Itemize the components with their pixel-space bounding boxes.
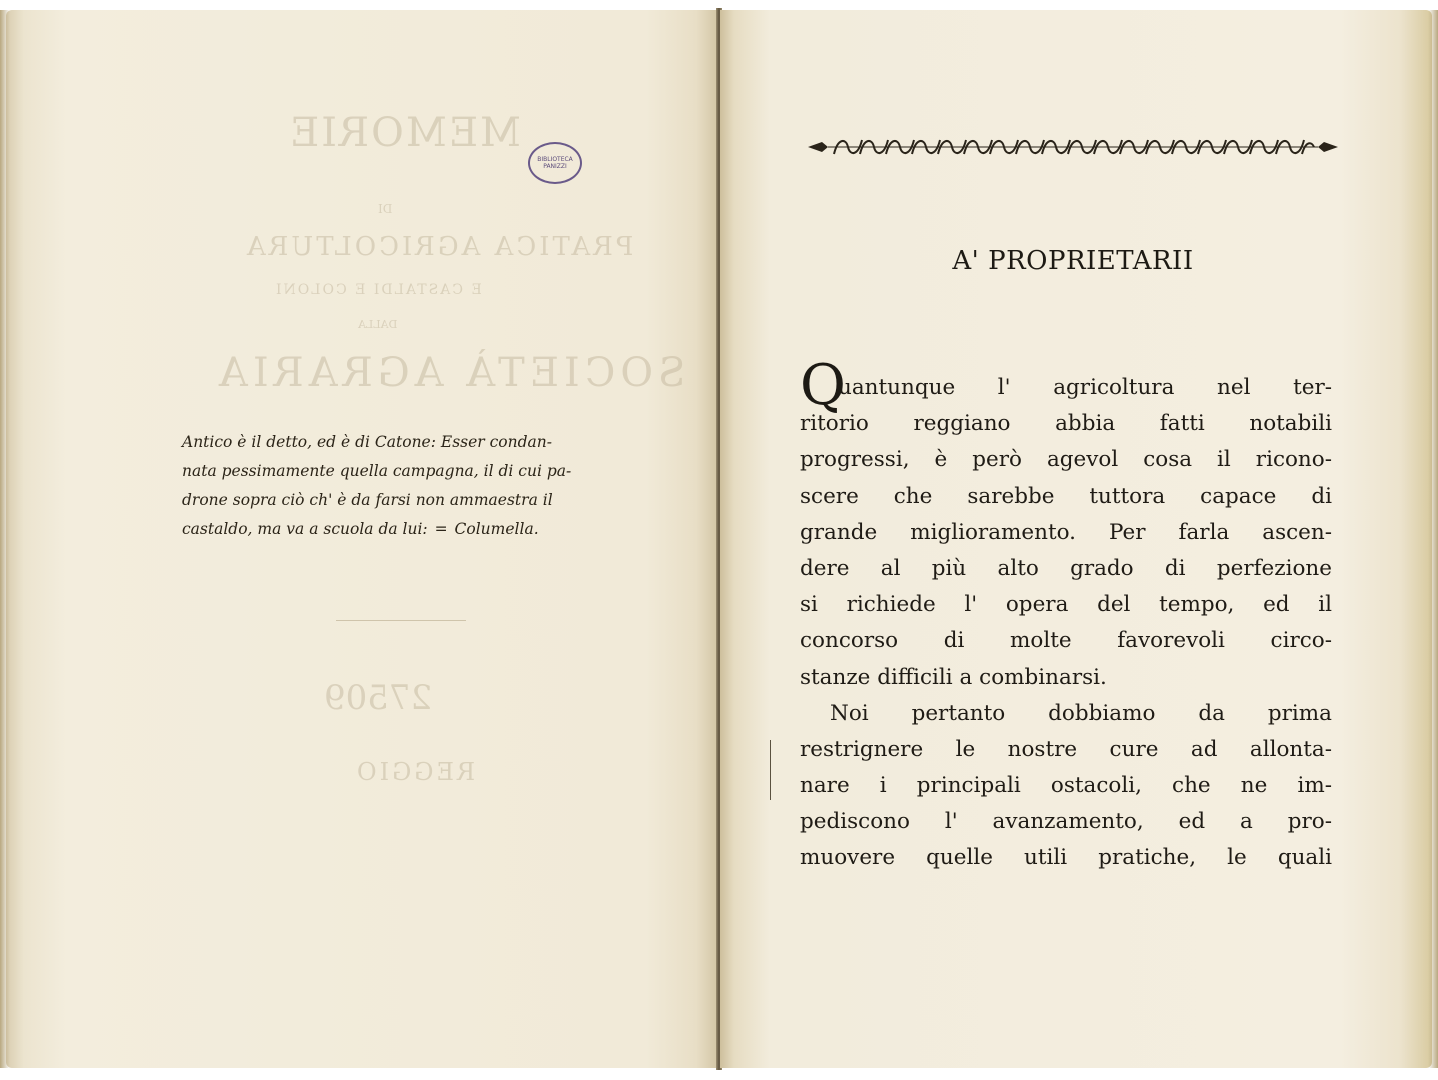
body-line: stanze difficili a combinarsi. bbox=[800, 664, 1107, 690]
epigraph-line: drone sopra ciò ch' è da farsi non ammaestra il bbox=[182, 491, 553, 509]
show-through-number: 27509 bbox=[324, 678, 433, 718]
left-page bbox=[6, 10, 718, 1068]
body-line: scere che sarebbe tuttora capace di bbox=[800, 483, 1332, 509]
show-through-dalla: DALLA bbox=[358, 318, 398, 331]
page-heading: A' PROPRIETARII bbox=[952, 246, 1194, 276]
body-line: nare i principali ostacoli, che ne im- bbox=[800, 773, 1332, 799]
body-line: progressi, è però agevol cosa il ricono- bbox=[800, 447, 1332, 473]
left-edge-shadow bbox=[0, 10, 10, 1068]
library-stamp bbox=[528, 142, 582, 184]
decorative-border-ornament bbox=[808, 132, 1338, 162]
body-line-text: uantunque l' agricoltura nel ter- bbox=[838, 375, 1332, 400]
epigraph-attribution: Columella. bbox=[454, 520, 539, 538]
show-through-title: MEMORIE bbox=[288, 110, 522, 156]
stamp-line-2: PANIZZI bbox=[543, 163, 567, 170]
epigraph-line: nata pessimamente quella campagna, il di cui pa- bbox=[182, 462, 572, 480]
page-crease bbox=[770, 740, 771, 800]
epigraph bbox=[182, 428, 630, 544]
body-line: pediscono l' avanzamento, ed a pro- bbox=[800, 809, 1332, 835]
epigraph-text: castaldo, ma va a scuola da lui: bbox=[182, 520, 428, 538]
body-line: dere al più alto grado di perfezione bbox=[800, 555, 1332, 581]
epigraph-dash-mark: = bbox=[434, 520, 448, 538]
show-through-subtitle: PRATICA AGRICOLTURA bbox=[244, 232, 634, 262]
epigraph-line: Antico è il detto, ed è di Catone: Esser condan- bbox=[182, 433, 552, 451]
epigraph-line-last bbox=[182, 515, 630, 544]
body-line: concorso di molte favorevoli circo- bbox=[800, 628, 1332, 654]
body-line: muovere quelle utili pratiche, le quali bbox=[800, 845, 1332, 871]
show-through-society: SOCIETÀ AGRARIA bbox=[214, 350, 686, 396]
show-through-line4: E CASTALDI E COLONI bbox=[274, 282, 482, 298]
body-line: ritorio reggiano abbia fatti notabili bbox=[800, 411, 1332, 437]
body-line: si richiede l' opera del tempo, ed il bbox=[800, 592, 1332, 618]
stamp-line-1: BIBLIOTECA bbox=[537, 156, 573, 163]
right-page bbox=[720, 10, 1432, 1068]
drop-cap: Q bbox=[800, 353, 846, 418]
body-line-dropcap bbox=[800, 353, 1332, 418]
body-line: restrignere le nostre cure ad allonta- bbox=[800, 736, 1332, 762]
show-through-rule bbox=[336, 620, 466, 621]
right-edge-shadow bbox=[1428, 10, 1438, 1068]
show-through-place: REGGIO bbox=[354, 758, 476, 786]
body-line: Noi pertanto dobbiamo da prima bbox=[830, 700, 1332, 726]
body-line: grande miglioramento. Per farla ascen- bbox=[800, 519, 1332, 545]
show-through-di: DI bbox=[378, 202, 393, 216]
body-text bbox=[800, 353, 1332, 877]
